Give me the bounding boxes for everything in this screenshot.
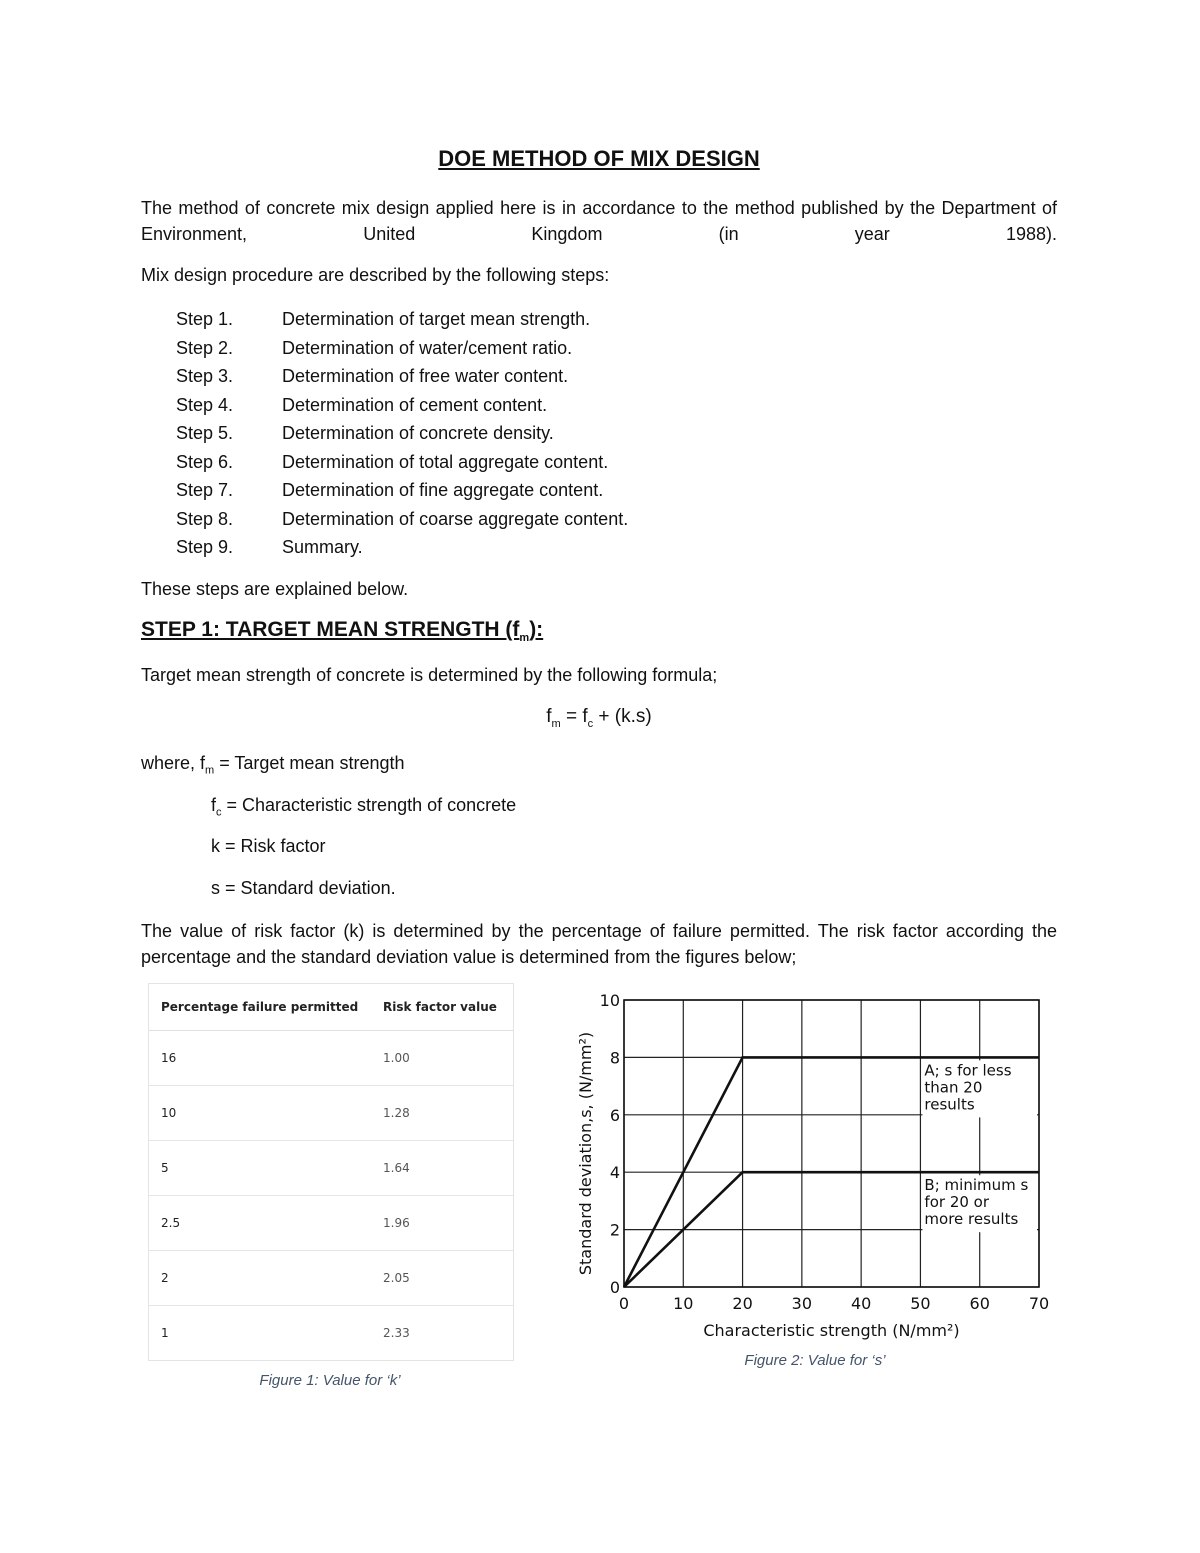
table-row [149, 1306, 513, 1361]
step-item [176, 362, 628, 391]
intro-paragraph: The method of concrete mix design applied here is in accordance to the method published by the Department of Environment, United Kingdom (in year 1988). [141, 198, 1057, 244]
step-item [176, 448, 628, 477]
risk-factor-cell: 1.28 [371, 1086, 513, 1141]
risk-paragraph: The value of risk factor (k) is determined by the percentage of failure permitted. The risk factor according the percentage and the standard deviation value is determined from the figures below; [141, 921, 1057, 967]
annotation-b-line: more results [924, 1210, 1019, 1229]
step-list [176, 305, 628, 562]
step-number: Step 9. [176, 537, 234, 557]
step-item [176, 334, 628, 363]
table-row [149, 1251, 513, 1306]
definition-s: s = Standard deviation. [211, 878, 396, 898]
step-text: Determination of cement content. [282, 394, 548, 415]
x-tick-label: 50 [910, 1294, 931, 1313]
step-number: Step 8. [176, 508, 234, 529]
plot-frame [624, 1000, 1039, 1287]
step-text: Summary. [282, 537, 363, 557]
step-item [176, 476, 628, 505]
step-text: Determination of free water content. [282, 366, 569, 386]
step-number: Step 5. [176, 423, 234, 443]
risk-factor-cell: 1.64 [371, 1141, 513, 1196]
risk-factor-cell: 1.96 [371, 1196, 513, 1251]
definition-fm: where, $f_m$ = Target mean strength [141, 753, 405, 777]
annotation-a-line: than 20 [924, 1078, 983, 1097]
definition-fc: $f_c$ = Characteristic strength of concrete [211, 795, 517, 819]
step-item [176, 305, 628, 334]
percentage-cell: 16 [149, 1031, 371, 1086]
step-text: Determination of coarse aggregate content. [282, 508, 629, 529]
figure-1-caption: Figure 1: Value for ‘k’ [259, 1372, 401, 1389]
table-row [149, 1196, 513, 1251]
definition-k: k = Risk factor [211, 836, 326, 856]
risk-factor-cell: 1.00 [371, 1031, 513, 1086]
step-item [176, 419, 628, 448]
risk-factor-cell: 2.05 [371, 1251, 513, 1306]
figure-2-caption: Figure 2: Value for ‘s’ [744, 1352, 886, 1369]
percentage-cell: 2.5 [149, 1196, 371, 1251]
step-number: Step 1. [176, 309, 234, 329]
table-row [149, 1031, 513, 1086]
step-text: Determination of fine aggregate content. [282, 480, 604, 500]
y-tick-label: 2 [609, 1220, 620, 1240]
risk-factor-table [148, 983, 514, 1361]
percentage-cell: 10 [149, 1086, 371, 1141]
table-row [149, 1141, 513, 1196]
x-tick-label: 10 [673, 1294, 694, 1313]
step-number: Step 3. [176, 366, 234, 386]
table-header: Percentage failure permitted [149, 984, 371, 1031]
y-axis-label: Standard deviation,s, (N/mm²) [576, 1031, 595, 1276]
step-number: Step 7. [176, 480, 234, 500]
formula: $f_m = f_c + (k.s)$ [546, 706, 652, 730]
x-tick-label: 30 [791, 1294, 813, 1313]
table-header-row [149, 984, 513, 1031]
annotation-b-line: for 20 or [924, 1193, 990, 1212]
x-tick-label: 0 [618, 1294, 630, 1313]
step-number: Step 2. [176, 337, 234, 358]
percentage-cell: 2 [149, 1251, 371, 1306]
page-title: DOE METHOD OF MIX DESIGN [438, 146, 760, 171]
y-tick-label: 8 [609, 1048, 620, 1068]
x-tick-label: 40 [850, 1294, 872, 1313]
y-tick-label: 0 [609, 1278, 620, 1297]
x-tick-label: 70 [1028, 1294, 1050, 1313]
step-text: Determination of concrete density. [282, 423, 554, 443]
procedure-intro: Mix design procedure are described by the following steps: [141, 265, 610, 285]
x-tick-label: 20 [732, 1294, 753, 1313]
step1-intro: Target mean strength of concrete is determined by the following formula; [141, 665, 718, 685]
step-text: Determination of target mean strength. [282, 309, 591, 329]
percentage-cell: 5 [149, 1141, 371, 1196]
y-tick-label: 6 [609, 1105, 620, 1125]
step-number: Step 4. [176, 394, 234, 415]
step1-heading: STEP 1: TARGET MEAN STRENGTH $(f_m)$: [141, 618, 544, 645]
y-tick-label: 10 [599, 991, 620, 1010]
std-deviation-chart [565, 985, 1065, 1345]
steps-outro: These steps are explained below. [141, 579, 409, 599]
y-tick-label: 4 [609, 1163, 620, 1183]
annotation-b-line: B; minimum s [924, 1176, 1029, 1195]
step-item [176, 391, 628, 420]
step-text: Determination of water/cement ratio. [282, 337, 573, 358]
table-header: Risk factor value [371, 984, 513, 1031]
percentage-cell: 1 [161, 1326, 169, 1340]
x-tick-label: 60 [969, 1294, 990, 1313]
annotation-a-line: A; s for less [924, 1061, 1012, 1080]
table-row [149, 1086, 513, 1141]
step-item [176, 505, 628, 534]
step-text: Determination of total aggregate content. [282, 451, 609, 472]
annotation-a-line: results [924, 1095, 975, 1114]
risk-factor-cell: 2.33 [383, 1326, 410, 1340]
x-axis-label: Characteristic strength (N/mm²) [703, 1321, 960, 1340]
step-item [176, 533, 628, 562]
step-number: Step 6. [176, 451, 234, 472]
